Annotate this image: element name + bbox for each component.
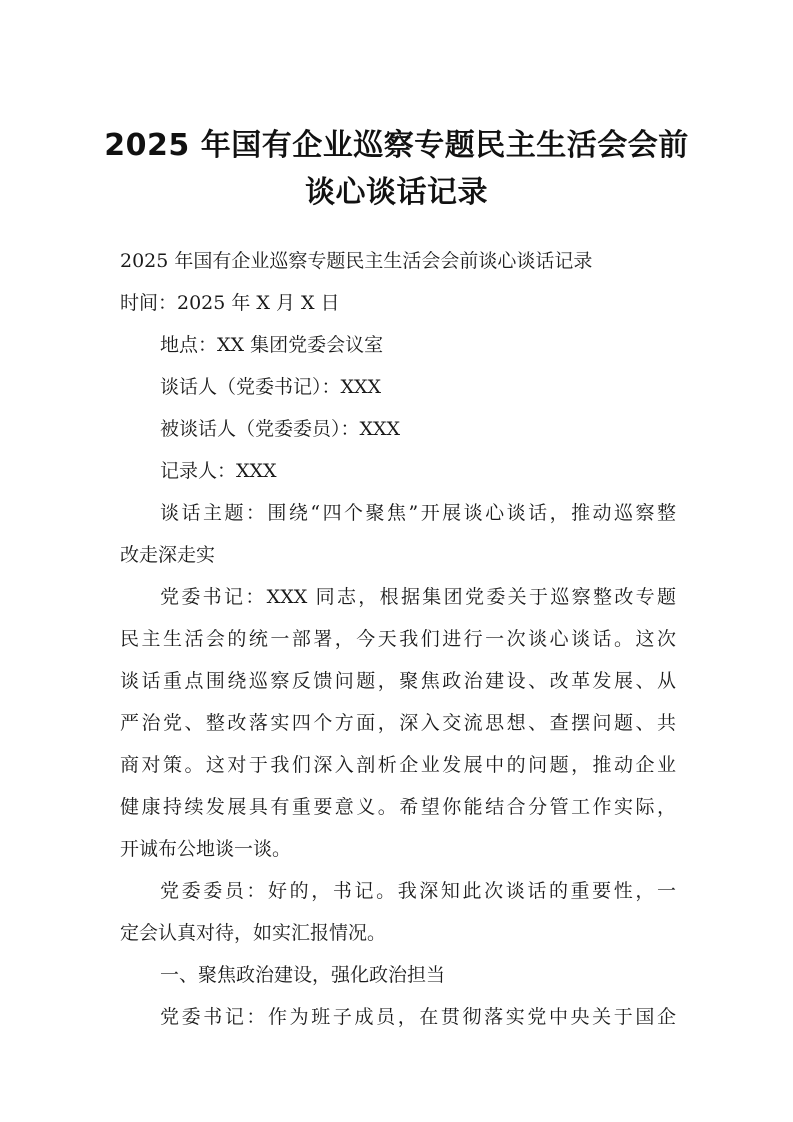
recorder-line: 记录人：XXX (160, 460, 277, 482)
interviewer-line: 谈话人（党委书记）：XXX (160, 376, 382, 398)
paragraph-line: 严治党、整改落实四个方面，深入交流思想、查摆问题、共 (120, 712, 676, 734)
topic-line-continued: 改走深走实 (120, 544, 216, 566)
interviewee-line: 被谈话人（党委委员）：XXX (160, 418, 401, 440)
document-body (120, 240, 676, 1038)
paragraph-line: 商对策。这对于我们深入剖析企业发展中的问题，推动企业 (120, 754, 676, 776)
reply-line: 定会认真对待，如实汇报情况。 (120, 922, 387, 944)
record-heading-line: 2025 年国有企业巡察专题民主生活会会前谈心谈话记录 (120, 250, 593, 272)
paragraph-line: 谈话重点围绕巡察反馈问题，聚焦政治建设、改革发展、从 (120, 670, 676, 692)
section-heading: 一、聚焦政治建设，强化政治担当 (160, 964, 446, 986)
paragraph-line: 民主生活会的统一部署，今天我们进行一次谈心谈话。这次 (120, 628, 676, 650)
paragraph-line: 开诚布公地谈一谈。 (120, 838, 292, 860)
paragraph-line: 健康持续发展具有重要意义。希望你能结合分管工作实际， (120, 796, 676, 818)
reply-line: 党委委员：好的，书记。我深知此次谈话的重要性，一 (160, 880, 676, 902)
document-title-line-1: 2025 年国有企业巡察专题民主生活会会前 (104, 128, 689, 163)
document-title-line-2: 谈心谈话记录 (305, 175, 488, 210)
topic-line: 谈话主题：围绕“四个聚焦”开展谈心谈话，推动巡察整 (160, 502, 676, 524)
meeting-location-line: 地点：XX 集团党委会议室 (160, 334, 384, 356)
paragraph-line: 党委书记：作为班子成员，在贯彻落实党中央关于国企 (160, 1006, 676, 1028)
paragraph-line: 党委书记：XXX 同志，根据集团党委关于巡察整改专题 (160, 586, 676, 608)
meeting-time-line: 时间：2025 年 X 月 X 日 (120, 292, 340, 314)
